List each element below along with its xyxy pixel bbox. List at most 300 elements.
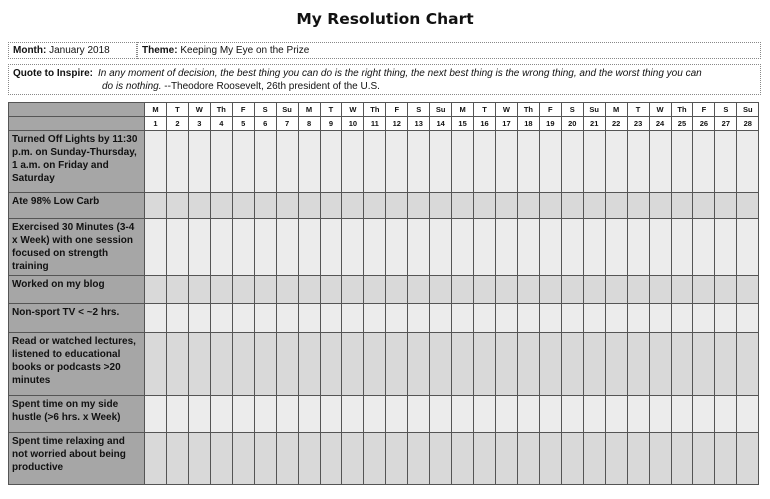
checkbox-cell[interactable] [342,219,364,276]
day-of-week-header: M [452,103,474,117]
day-of-week-header: S [254,103,276,117]
checkbox-cell[interactable] [298,396,320,433]
checkbox-cell[interactable] [539,304,561,333]
checkbox-cell[interactable] [649,276,671,304]
checkbox-cell[interactable] [408,193,430,219]
date-header: 8 [298,117,320,131]
checkbox-cell[interactable] [561,193,583,219]
day-of-week-header: F [232,103,254,117]
checkbox-cell[interactable] [627,333,649,396]
resolution-label: Read or watched lectures, listened to educational books or podcasts >20 minutes [9,333,145,396]
checkbox-cell[interactable] [166,193,188,219]
checkbox-cell[interactable] [210,304,232,333]
checkbox-cell[interactable] [320,131,342,193]
checkbox-cell[interactable] [715,304,737,333]
checkbox-cell[interactable] [364,333,386,396]
checkbox-cell[interactable] [452,131,474,193]
checkbox-cell[interactable] [232,333,254,396]
checkbox-cell[interactable] [649,131,671,193]
resolution-label: Ate 98% Low Carb [9,193,145,219]
checkbox-cell[interactable] [210,433,232,485]
checkbox-cell[interactable] [408,304,430,333]
checkbox-cell[interactable] [430,433,452,485]
checkbox-cell[interactable] [474,333,496,396]
checkbox-cell[interactable] [737,276,759,304]
checkbox-cell[interactable] [298,193,320,219]
day-of-week-header: Su [430,103,452,117]
checkbox-cell[interactable] [452,276,474,304]
quote-label: Quote to Inspire: [13,68,93,79]
date-header: 28 [737,117,759,131]
checkbox-cell[interactable] [430,396,452,433]
checkbox-cell[interactable] [737,304,759,333]
checkbox-cell[interactable] [452,193,474,219]
date-header: 27 [715,117,737,131]
day-of-week-header: T [627,103,649,117]
checkbox-cell[interactable] [232,304,254,333]
checkbox-cell[interactable] [276,276,298,304]
resolution-label: Turned Off Lights by 11:30 p.m. on Sunday-Thursday, 1 a.m. on Friday and Saturday [9,131,145,193]
date-header: 10 [342,117,364,131]
date-header: 15 [452,117,474,131]
checkbox-cell[interactable] [517,433,539,485]
checkbox-cell[interactable] [671,219,693,276]
checkbox-cell[interactable] [583,333,605,396]
checkbox-cell[interactable] [254,131,276,193]
checkbox-cell[interactable] [254,333,276,396]
checkbox-cell[interactable] [145,219,167,276]
day-of-week-header: F [693,103,715,117]
checkbox-cell[interactable] [320,276,342,304]
checkbox-cell[interactable] [145,131,167,193]
checkbox-cell[interactable] [539,131,561,193]
checkbox-cell[interactable] [408,219,430,276]
checkbox-cell[interactable] [276,333,298,396]
checkbox-cell[interactable] [364,276,386,304]
checkbox-cell[interactable] [430,333,452,396]
day-of-week-header: Th [364,103,386,117]
resolution-grid [8,102,759,485]
checkbox-cell[interactable] [452,333,474,396]
checkbox-cell[interactable] [474,433,496,485]
checkbox-cell[interactable] [166,219,188,276]
checkbox-cell[interactable] [671,276,693,304]
checkbox-cell[interactable] [715,131,737,193]
checkbox-cell[interactable] [496,333,518,396]
checkbox-cell[interactable] [188,276,210,304]
checkbox-cell[interactable] [408,276,430,304]
checkbox-cell[interactable] [188,219,210,276]
checkbox-cell[interactable] [298,304,320,333]
day-of-week-header: T [474,103,496,117]
checkbox-cell[interactable] [474,276,496,304]
checkbox-cell[interactable] [276,433,298,485]
checkbox-cell[interactable] [320,193,342,219]
checkbox-cell[interactable] [605,396,627,433]
checkbox-cell[interactable] [627,304,649,333]
checkbox-cell[interactable] [561,131,583,193]
quote-field [8,64,761,95]
checkbox-cell[interactable] [737,433,759,485]
checkbox-cell[interactable] [145,396,167,433]
checkbox-cell[interactable] [715,276,737,304]
date-header: 16 [474,117,496,131]
checkbox-cell[interactable] [693,219,715,276]
checkbox-cell[interactable] [737,333,759,396]
checkbox-cell[interactable] [539,193,561,219]
checkbox-cell[interactable] [627,219,649,276]
day-of-week-header: S [408,103,430,117]
checkbox-cell[interactable] [693,193,715,219]
checkbox-cell[interactable] [715,333,737,396]
checkbox-cell[interactable] [364,433,386,485]
checkbox-cell[interactable] [496,433,518,485]
checkbox-cell[interactable] [693,131,715,193]
checkbox-cell[interactable] [539,276,561,304]
resolution-row [9,304,759,333]
month-value: January 2018 [49,45,110,56]
checkbox-cell[interactable] [605,333,627,396]
checkbox-cell[interactable] [342,396,364,433]
checkbox-cell[interactable] [145,304,167,333]
checkbox-cell[interactable] [166,396,188,433]
checkbox-cell[interactable] [605,131,627,193]
checkbox-cell[interactable] [408,433,430,485]
date-header: 26 [693,117,715,131]
checkbox-cell[interactable] [539,433,561,485]
checkbox-cell[interactable] [276,131,298,193]
checkbox-cell[interactable] [210,333,232,396]
checkbox-cell[interactable] [496,396,518,433]
checkbox-cell[interactable] [320,396,342,433]
checkbox-cell[interactable] [254,276,276,304]
quote-text-line1: In any moment of decision, the best thing you can do is the right thing, the next best thing is the wrong thing, and the worst thing you can [98,68,702,79]
checkbox-cell[interactable] [145,276,167,304]
checkbox-cell[interactable] [166,433,188,485]
resolution-row [9,396,759,433]
checkbox-cell[interactable] [254,396,276,433]
checkbox-cell[interactable] [188,304,210,333]
checkbox-cell[interactable] [539,219,561,276]
day-of-week-header: Su [276,103,298,117]
checkbox-cell[interactable] [188,396,210,433]
checkbox-cell[interactable] [517,276,539,304]
checkbox-cell[interactable] [737,193,759,219]
checkbox-cell[interactable] [715,396,737,433]
resolution-label: Spent time relaxing and not worried about being productive [9,433,145,485]
checkbox-cell[interactable] [298,219,320,276]
checkbox-cell[interactable] [386,304,408,333]
checkbox-cell[interactable] [364,193,386,219]
page-title: My Resolution Chart [296,10,474,28]
checkbox-cell[interactable] [145,333,167,396]
checkbox-cell[interactable] [232,396,254,433]
checkbox-cell[interactable] [452,304,474,333]
date-header: 2 [166,117,188,131]
theme-label: Theme: [142,45,178,56]
checkbox-cell[interactable] [430,219,452,276]
day-of-week-header: T [166,103,188,117]
checkbox-cell[interactable] [474,396,496,433]
checkbox-cell[interactable] [145,193,167,219]
checkbox-cell[interactable] [166,304,188,333]
checkbox-cell[interactable] [254,193,276,219]
checkbox-cell[interactable] [649,396,671,433]
checkbox-cell[interactable] [517,193,539,219]
checkbox-cell[interactable] [386,333,408,396]
theme-value: Keeping My Eye on the Prize [180,45,310,56]
checkbox-cell[interactable] [561,304,583,333]
day-of-week-header: W [342,103,364,117]
checkbox-cell[interactable] [693,433,715,485]
checkbox-cell[interactable] [166,131,188,193]
date-header: 1 [145,117,167,131]
date-header: 25 [671,117,693,131]
checkbox-cell[interactable] [342,333,364,396]
checkbox-cell[interactable] [188,193,210,219]
checkbox-cell[interactable] [210,396,232,433]
checkbox-cell[interactable] [539,396,561,433]
checkbox-cell[interactable] [671,396,693,433]
checkbox-cell[interactable] [320,433,342,485]
checkbox-cell[interactable] [474,131,496,193]
checkbox-cell[interactable] [693,304,715,333]
checkbox-cell[interactable] [364,304,386,333]
checkbox-cell[interactable] [715,219,737,276]
day-of-week-header: W [188,103,210,117]
checkbox-cell[interactable] [386,276,408,304]
checkbox-cell[interactable] [561,433,583,485]
checkbox-cell[interactable] [627,396,649,433]
checkbox-cell[interactable] [276,396,298,433]
checkbox-cell[interactable] [539,333,561,396]
day-of-week-header: Th [210,103,232,117]
date-header: 19 [539,117,561,131]
checkbox-cell[interactable] [232,433,254,485]
checkbox-cell[interactable] [737,219,759,276]
checkbox-cell[interactable] [386,193,408,219]
checkbox-cell[interactable] [430,193,452,219]
checkbox-cell[interactable] [561,333,583,396]
checkbox-cell[interactable] [693,333,715,396]
checkbox-cell[interactable] [583,304,605,333]
date-header: 14 [430,117,452,131]
checkbox-cell[interactable] [693,396,715,433]
day-of-week-header: W [649,103,671,117]
checkbox-cell[interactable] [671,304,693,333]
resolution-row [9,433,759,485]
checkbox-cell[interactable] [715,193,737,219]
checkbox-cell[interactable] [671,131,693,193]
checkbox-cell[interactable] [188,433,210,485]
checkbox-cell[interactable] [671,193,693,219]
day-of-week-header: Su [583,103,605,117]
checkbox-cell[interactable] [145,433,167,485]
checkbox-cell[interactable] [320,333,342,396]
day-of-week-header: M [605,103,627,117]
checkbox-cell[interactable] [671,333,693,396]
checkbox-cell[interactable] [737,396,759,433]
checkbox-cell[interactable] [232,193,254,219]
checkbox-cell[interactable] [627,433,649,485]
day-of-week-header: F [539,103,561,117]
checkbox-cell[interactable] [342,433,364,485]
checkbox-cell[interactable] [210,219,232,276]
month-label: Month: [13,45,47,56]
checkbox-cell[interactable] [298,433,320,485]
date-header: 3 [188,117,210,131]
checkbox-cell[interactable] [649,193,671,219]
date-header: 22 [605,117,627,131]
resolution-label: Non-sport TV < ~2 hrs. [9,304,145,333]
month-field [8,42,137,59]
day-of-week-header: Th [517,103,539,117]
checkbox-cell[interactable] [496,304,518,333]
quote-text-line2: do is nothing. [102,81,162,92]
checkbox-cell[interactable] [188,333,210,396]
checkbox-cell[interactable] [517,131,539,193]
checkbox-cell[interactable] [342,193,364,219]
checkbox-cell[interactable] [298,333,320,396]
checkbox-cell[interactable] [364,219,386,276]
checkbox-cell[interactable] [408,131,430,193]
checkbox-cell[interactable] [210,193,232,219]
checkbox-cell[interactable] [342,304,364,333]
checkbox-cell[interactable] [561,396,583,433]
checkbox-cell[interactable] [452,396,474,433]
checkbox-cell[interactable] [627,276,649,304]
checkbox-cell[interactable] [474,304,496,333]
checkbox-cell[interactable] [627,131,649,193]
date-header: 18 [517,117,539,131]
checkbox-cell[interactable] [605,219,627,276]
checkbox-cell[interactable] [583,131,605,193]
day-of-week-header: T [320,103,342,117]
day-of-week-header: M [298,103,320,117]
checkbox-cell[interactable] [517,333,539,396]
checkbox-cell[interactable] [408,333,430,396]
checkbox-cell[interactable] [342,131,364,193]
checkbox-cell[interactable] [254,304,276,333]
checkbox-cell[interactable] [430,276,452,304]
checkbox-cell[interactable] [496,193,518,219]
checkbox-cell[interactable] [583,276,605,304]
checkbox-cell[interactable] [166,333,188,396]
resolution-label: Worked on my blog [9,276,145,304]
checkbox-cell[interactable] [649,333,671,396]
checkbox-cell[interactable] [408,396,430,433]
checkbox-cell[interactable] [605,193,627,219]
checkbox-cell[interactable] [430,304,452,333]
day-of-week-header: M [145,103,167,117]
checkbox-cell[interactable] [276,193,298,219]
resolution-row [9,276,759,304]
date-header: 11 [364,117,386,131]
checkbox-cell[interactable] [474,219,496,276]
checkbox-cell[interactable] [517,219,539,276]
checkbox-cell[interactable] [583,219,605,276]
checkbox-cell[interactable] [320,304,342,333]
checkbox-cell[interactable] [605,304,627,333]
checkbox-cell[interactable] [386,131,408,193]
checkbox-cell[interactable] [605,433,627,485]
checkbox-cell[interactable] [671,433,693,485]
checkbox-cell[interactable] [605,276,627,304]
checkbox-cell[interactable] [452,433,474,485]
checkbox-cell[interactable] [254,219,276,276]
header-corner [9,117,145,131]
quote-attribution: --Theodore Roosevelt, 26th president of the U.S. [161,81,380,92]
checkbox-cell[interactable] [649,304,671,333]
checkbox-cell[interactable] [583,193,605,219]
checkbox-cell[interactable] [649,433,671,485]
checkbox-cell[interactable] [693,276,715,304]
checkbox-cell[interactable] [364,131,386,193]
checkbox-cell[interactable] [386,396,408,433]
checkbox-cell[interactable] [232,219,254,276]
checkbox-cell[interactable] [517,304,539,333]
checkbox-cell[interactable] [232,131,254,193]
checkbox-cell[interactable] [188,131,210,193]
checkbox-cell[interactable] [561,276,583,304]
date-header: 5 [232,117,254,131]
checkbox-cell[interactable] [298,131,320,193]
checkbox-cell[interactable] [210,276,232,304]
checkbox-cell[interactable] [276,219,298,276]
checkbox-cell[interactable] [386,433,408,485]
day-of-week-header: S [561,103,583,117]
checkbox-cell[interactable] [649,219,671,276]
checkbox-cell[interactable] [474,193,496,219]
checkbox-cell[interactable] [561,219,583,276]
resolution-label: Spent time on my side hustle (>6 hrs. x Week) [9,396,145,433]
checkbox-cell[interactable] [496,276,518,304]
date-header: 12 [386,117,408,131]
resolution-row [9,333,759,396]
checkbox-cell[interactable] [715,433,737,485]
resolution-row [9,193,759,219]
checkbox-cell[interactable] [166,276,188,304]
date-header: 4 [210,117,232,131]
checkbox-cell[interactable] [627,193,649,219]
checkbox-cell[interactable] [430,131,452,193]
date-header: 21 [583,117,605,131]
checkbox-cell[interactable] [583,396,605,433]
checkbox-cell[interactable] [320,219,342,276]
checkbox-cell[interactable] [496,219,518,276]
checkbox-cell[interactable] [386,219,408,276]
checkbox-cell[interactable] [517,396,539,433]
date-header: 24 [649,117,671,131]
checkbox-cell[interactable] [583,433,605,485]
checkbox-cell[interactable] [254,433,276,485]
checkbox-cell[interactable] [496,131,518,193]
resolution-row [9,219,759,276]
checkbox-cell[interactable] [452,219,474,276]
date-header: 20 [561,117,583,131]
checkbox-cell[interactable] [737,131,759,193]
checkbox-cell[interactable] [364,396,386,433]
date-header: 17 [496,117,518,131]
checkbox-cell[interactable] [232,276,254,304]
day-of-week-header: W [496,103,518,117]
checkbox-cell[interactable] [210,131,232,193]
checkbox-cell[interactable] [276,304,298,333]
checkbox-cell[interactable] [342,276,364,304]
checkbox-cell[interactable] [298,276,320,304]
day-of-week-header: Su [737,103,759,117]
theme-field [137,42,761,59]
